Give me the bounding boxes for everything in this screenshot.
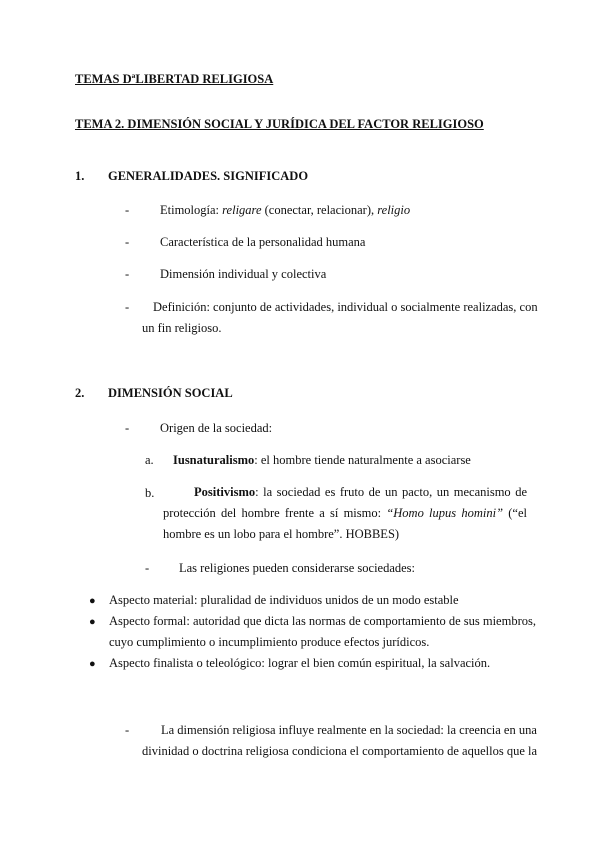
bullet-icon: ● (89, 595, 96, 607)
sublist-label-b: b. (145, 486, 155, 500)
dash-bullet: - (125, 203, 130, 217)
list-item-definicion-line-1: Definición: conjunto de actividades, individual o socialmente realizadas, con (153, 300, 538, 314)
paragraph-influye-line-2: divinidad o doctrina religiosa condiciona el comportamiento de aquellos que la (142, 744, 538, 758)
bullet-item-finalista: Aspecto finalista o teleológico: lograr el bien común espiritual, la salvación. (109, 656, 491, 670)
paragraph-influye-line-1: La dimensión religiosa influye realmente en la sociedad: la creencia en una (161, 723, 537, 737)
sublist-item-positivismo: Positivismo: la sociedad es fruto de un pacto, un mecanismo de protección del hombre frente a sí mismo: “Homo lupus homini” (“el hombre es un lobo para el hombre”. HOBBES) (163, 485, 527, 541)
bullet-item-formal-line-1: Aspecto formal: autoridad que dicta las normas de comportamiento de sus miembros, (109, 614, 536, 628)
sublist-item-iusnaturalismo: Iusnaturalismo: el hombre tiende naturalmente a asociarse (173, 453, 471, 467)
dash-bullet: - (125, 235, 130, 249)
topic-title: TEMA 2. DIMENSIÓN SOCIAL Y JURÍDICA DEL FACTOR RELIGIOSO (75, 117, 484, 131)
list-item-religiones: Las religiones pueden considerarse sociedades: (179, 561, 416, 575)
list-item-origen: Origen de la sociedad: (160, 421, 273, 435)
dash-bullet: - (125, 421, 130, 435)
list-item-definicion-line-2: un fin religioso. (142, 321, 222, 335)
dash-bullet: - (125, 723, 130, 737)
bullet-item-material: Aspecto material: pluralidad de individuos unidos de un modo estable (109, 593, 459, 607)
sublist-label-a: a. (145, 453, 154, 467)
bullet-icon: ● (89, 658, 96, 670)
list-item-caracteristica: Característica de la personalidad humana (160, 235, 366, 249)
section-2-number: 2. (75, 386, 85, 400)
section-2-heading: DIMENSIÓN SOCIAL (108, 386, 233, 400)
document-title: TEMAS DªLIBERTAD RELIGIOSA (75, 72, 274, 86)
list-item-etimologia: Etimología: religare (conectar, relacionar), religio (160, 203, 411, 217)
bullet-item-formal-line-2: cuyo cumplimiento o incumplimiento produce efectos jurídicos. (109, 635, 430, 649)
section-1-heading: GENERALIDADES. SIGNIFICADO (108, 169, 309, 183)
section-1-number: 1. (75, 169, 85, 183)
dash-bullet: - (125, 300, 130, 314)
dash-bullet: - (145, 561, 150, 575)
list-item-dimension: Dimensión individual y colectiva (160, 267, 327, 281)
dash-bullet: - (125, 267, 130, 281)
bullet-icon: ● (89, 616, 96, 628)
